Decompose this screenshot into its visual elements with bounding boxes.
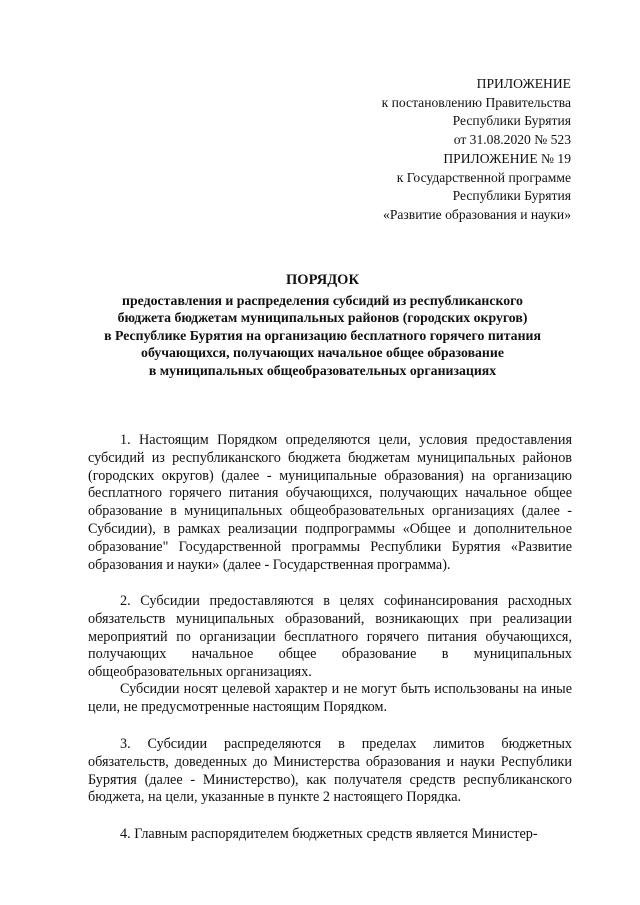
paragraph-2-continuation: Субсидии носят целевой характер и не могут быть использованы на иные цели, не предусмотренные настоящим Порядком. (88, 681, 572, 715)
paragraph-3: 3. Субсидии распределяются в пределах лимитов бюджетных обязательств, доведенных до Министерства образования и науки Республики Бурятия (далее - Министерство), как получателя средств республиканского бюджета, на цели, указанные в пункте 2 настоящего Порядка. (88, 736, 572, 806)
heading-line: в Республике Бурятия на организацию бесплатного горячего питания (104, 327, 541, 343)
annex-line: к постановлению Правительства (381, 94, 571, 110)
heading-line: предоставления и распределения субсидий из республиканского (122, 292, 523, 308)
annex-header-program (383, 150, 571, 224)
heading-line: обучающихся, получающих начальное общее образование (141, 345, 504, 361)
paragraph-4: 4. Главным распорядителем бюджетных средств является Министер- (120, 826, 538, 842)
annex-line: ПРИЛОЖЕНИЕ № 19 (443, 151, 571, 166)
annex-line: ПРИЛОЖЕНИЕ (476, 76, 571, 91)
annex-line: Республики Бурятия (452, 188, 571, 204)
document-heading (70, 272, 575, 380)
annex-line: от 31.08.2020 № 523 (453, 131, 571, 147)
annex-header-resolution (382, 75, 571, 149)
heading-line: бюджета бюджетам муниципальных районов (городских округов) (117, 310, 528, 326)
document-title: ПОРЯДОК (286, 272, 359, 288)
annex-line: к Государственной программе (396, 169, 571, 185)
paragraph-2: 2. Субсидии предоставляются в целях софинансирования расходных обязательств муниципальных образований, возникающих при реализации мероприятий по организации бесплатного горячего питания обучающихся, получающих начальное общее образование в муниципальных общеобразовательных организациях. (88, 593, 572, 681)
paragraph-1: 1. Настоящим Порядком определяются цели, условия предоставления субсидий из республиканского бюджета бюджетам муниципальных районов (городских округов) (далее - муниципальные образования) на организацию бесплатного горячего питания обучающихся, получающих начальное общее образование в муниципальных общеобразовательных организациях (далее - Субсидии), в рамках реализации подпрограммы «Общее и дополнительное образование" Государственной программы Республики Бурятия «Развитие образования и науки» (далее - Государственная программа). (88, 432, 572, 573)
annex-line: «Развитие образования и науки» (383, 206, 571, 222)
annex-line: Республики Бурятия (452, 113, 571, 129)
heading-line: в муниципальных общеобразовательных организациях (148, 362, 497, 378)
